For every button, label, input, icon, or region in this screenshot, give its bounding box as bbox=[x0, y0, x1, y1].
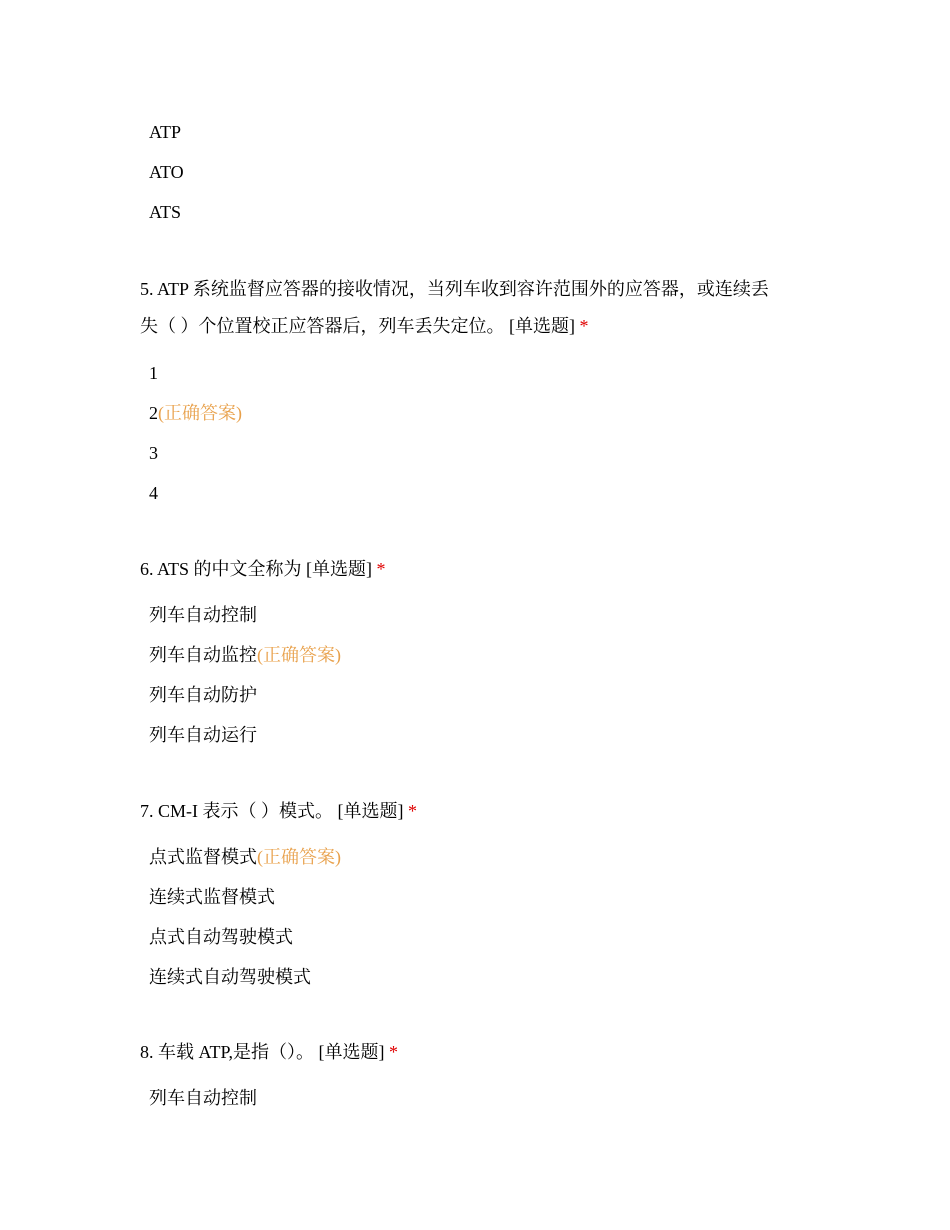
q5-option-4 bbox=[149, 481, 158, 505]
q5-option-1 bbox=[149, 361, 158, 385]
q8-required-mark: * bbox=[389, 1042, 399, 1062]
q6-option-2 bbox=[149, 643, 341, 667]
q7-question-line bbox=[140, 793, 820, 830]
q4-option-1-label: ATP bbox=[149, 122, 182, 142]
q6-option-2-label: 列车自动监控 bbox=[149, 645, 257, 665]
q7-question-title bbox=[140, 793, 820, 830]
q5-option-3-label: 3 bbox=[149, 443, 158, 463]
q8-option-1 bbox=[149, 1086, 257, 1110]
q7-option-2 bbox=[149, 885, 275, 909]
q5-option-2-label: 2 bbox=[149, 403, 158, 423]
q8-question-text: 8. 车载 ATP,是指（）。 [单选题] bbox=[140, 1042, 385, 1062]
q7-option-1-label: 点式监督模式 bbox=[149, 847, 257, 867]
q6-option-4 bbox=[149, 723, 257, 747]
q5-correct-answer-tag: (正确答案) bbox=[158, 403, 242, 423]
q5-option-3 bbox=[149, 441, 158, 465]
q7-option-4 bbox=[149, 965, 311, 989]
q8-question-title bbox=[140, 1034, 820, 1071]
q4-option-2 bbox=[149, 160, 184, 184]
q6-option-3 bbox=[149, 683, 257, 707]
q4-option-2-label: ATO bbox=[149, 162, 184, 182]
q4-option-1 bbox=[149, 120, 181, 144]
q8-option-1-label: 列车自动控制 bbox=[149, 1088, 257, 1108]
q7-option-1 bbox=[149, 845, 341, 869]
q7-option-3 bbox=[149, 925, 293, 949]
q4-option-3-label: ATS bbox=[149, 202, 182, 222]
q7-required-mark: * bbox=[408, 801, 417, 821]
q5-question-line-2-text: 失（ ）个位置校正应答器后，列车丢失定位。 [单选题] bbox=[140, 316, 575, 336]
q7-option-4-label: 连续式自动驾驶模式 bbox=[149, 967, 311, 987]
q5-option-1-label: 1 bbox=[149, 363, 158, 383]
q6-question-text: 6. ATS 的中文全称为 [单选题] bbox=[140, 559, 373, 579]
q6-option-3-label: 列车自动防护 bbox=[149, 685, 257, 705]
q7-option-2-label: 连续式监督模式 bbox=[149, 887, 275, 907]
q6-option-1 bbox=[149, 603, 257, 627]
q8-question-line bbox=[140, 1034, 820, 1071]
q5-required-mark: * bbox=[579, 316, 589, 336]
q5-option-2 bbox=[149, 401, 242, 425]
q6-option-1-label: 列车自动控制 bbox=[149, 605, 257, 625]
q6-question-line bbox=[140, 551, 820, 588]
q5-question-line-1: 5. ATP 系统监督应答器的接收情况，当列车收到容许范围外的应答器，或连续丢 bbox=[140, 279, 769, 299]
q5-question-line-2 bbox=[140, 308, 820, 345]
q7-option-3-label: 点式自动驾驶模式 bbox=[149, 927, 293, 947]
q4-option-3 bbox=[149, 200, 181, 224]
q6-question-title bbox=[140, 551, 820, 588]
q5-question-title bbox=[140, 271, 820, 345]
q6-correct-answer-tag: (正确答案) bbox=[257, 645, 341, 665]
q7-question-text: 7. CM-I 表示（ ）模式。 [单选题] bbox=[140, 801, 404, 821]
q7-correct-answer-tag: (正确答案) bbox=[257, 847, 341, 867]
q5-option-4-label: 4 bbox=[149, 483, 158, 503]
q6-required-mark: * bbox=[376, 559, 386, 579]
q6-option-4-label: 列车自动运行 bbox=[149, 725, 257, 745]
